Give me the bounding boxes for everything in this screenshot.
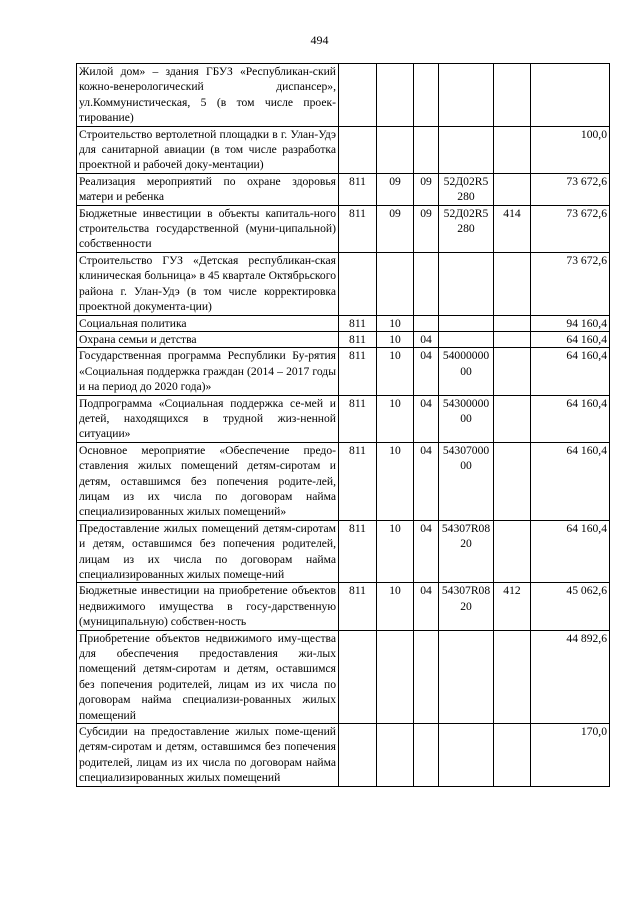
table-row [77,583,610,630]
subsection-code-cell: 09 [414,205,439,252]
expense-type-cell [494,520,531,583]
admin-code-cell: 811 [339,173,377,205]
budget-table-body [77,64,610,787]
item-name-cell: Строительство ГУЗ «Детская республикан-ская клиническая больница» в 45 квартале Октябрьского района г. Улан-Удэ (в том числе корректировка проектной документа-ции) [77,252,339,315]
section-code-cell: 10 [377,583,414,630]
amount-cell: 64 160,4 [531,442,610,520]
item-name-cell: Предоставление жилых помещений детям-сиротам и детям, оставшимся без попечения родителей, лицам из их числа по договорам найма специализированных жилых помеще-ний [77,520,339,583]
expense-type-cell [494,315,531,331]
admin-code-cell [339,252,377,315]
subsection-code-cell: 04 [414,348,439,395]
admin-code-cell: 811 [339,331,377,347]
target-article-cell [439,64,494,127]
subsection-code-cell: 09 [414,173,439,205]
table-row [77,520,610,583]
section-code-cell [377,126,414,173]
target-article-cell [439,315,494,331]
amount-cell: 73 672,6 [531,173,610,205]
section-code-cell: 09 [377,173,414,205]
section-code-cell: 10 [377,520,414,583]
item-name-cell: Приобретение объектов недвижимого иму-щества для обеспечения предоставления жи-лых помещений детям-сиротам и детям, оставшимся без попечения родителей, лицам из их числа по договорам найма специализи-рованных жилых помещений [77,630,339,723]
target-article-cell [439,724,494,787]
expense-type-cell: 414 [494,205,531,252]
item-name-cell: Субсидии на предоставление жилых поме-щений детям-сиротам и детям, оставшимся без попечения родителей, лицам из их числа по договорам найма специализированных жилых помещений [77,724,339,787]
admin-code-cell [339,724,377,787]
target-article-cell: 5430000000 [439,395,494,442]
expense-type-cell [494,348,531,395]
table-row [77,205,610,252]
target-article-cell: 54307R0820 [439,583,494,630]
table-row [77,126,610,173]
expense-type-cell [494,64,531,127]
expense-type-cell: 412 [494,583,531,630]
subsection-code-cell [414,724,439,787]
section-code-cell: 10 [377,395,414,442]
table-row [77,173,610,205]
item-name-cell: Жилой дом» – здания ГБУЗ «Республикан-ский кожно-венерологический диспансер», ул.Коммунистическая, 5 (в том числе проек-тирование) [77,64,339,127]
admin-code-cell: 811 [339,205,377,252]
table-row [77,395,610,442]
item-name-cell: Подпрограмма «Социальная поддержка се-мей и детей, находящихся в трудной жиз-ненной ситуации» [77,395,339,442]
target-article-cell: 54307R0820 [439,520,494,583]
table-row [77,630,610,723]
amount-cell: 64 160,4 [531,395,610,442]
target-article-cell: 52Д02R5280 [439,205,494,252]
expense-type-cell [494,630,531,723]
table-row [77,724,610,787]
budget-table [76,63,610,787]
target-article-cell: 5400000000 [439,348,494,395]
item-name-cell: Строительство вертолетной площадки в г. Улан-Удэ для санитарной авиации (в том числе разработка проектной и рабочей доку-ментации) [77,126,339,173]
amount-cell: 73 672,6 [531,205,610,252]
admin-code-cell [339,126,377,173]
expense-type-cell [494,442,531,520]
amount-cell: 100,0 [531,126,610,173]
admin-code-cell: 811 [339,348,377,395]
item-name-cell: Реализация мероприятий по охране здоровья матери и ребенка [77,173,339,205]
section-code-cell: 09 [377,205,414,252]
subsection-code-cell [414,126,439,173]
target-article-cell [439,630,494,723]
item-name-cell: Основное мероприятие «Обеспечение предо-ставления жилых помещений детям-сиротам и детям, оставшимся без попечения родите-лей, лицам из их числа по договорам найма специализированных жилых помещений» [77,442,339,520]
subsection-code-cell [414,630,439,723]
item-name-cell: Социальная политика [77,315,339,331]
table-row [77,315,610,331]
expense-type-cell [494,724,531,787]
item-name-cell: Бюджетные инвестиции в объекты капиталь-ного строительства государственной (муни-ципальной) собственности [77,205,339,252]
amount-cell [531,64,610,127]
section-code-cell [377,252,414,315]
amount-cell: 170,0 [531,724,610,787]
amount-cell: 45 062,6 [531,583,610,630]
expense-type-cell [494,252,531,315]
target-article-cell [439,331,494,347]
table-row [77,64,610,127]
item-name-cell: Бюджетные инвестиции на приобретение объектов недвижимого имущества в госу-дарственную (муниципальную) собствен-ность [77,583,339,630]
section-code-cell: 10 [377,442,414,520]
amount-cell: 64 160,4 [531,348,610,395]
target-article-cell: 5430700000 [439,442,494,520]
subsection-code-cell [414,315,439,331]
subsection-code-cell [414,64,439,127]
amount-cell: 94 160,4 [531,315,610,331]
amount-cell: 64 160,4 [531,331,610,347]
subsection-code-cell: 04 [414,331,439,347]
subsection-code-cell: 04 [414,583,439,630]
admin-code-cell: 811 [339,583,377,630]
expense-type-cell [494,126,531,173]
amount-cell: 44 892,6 [531,630,610,723]
admin-code-cell: 811 [339,395,377,442]
subsection-code-cell: 04 [414,395,439,442]
expense-type-cell [494,395,531,442]
section-code-cell: 10 [377,348,414,395]
subsection-code-cell [414,252,439,315]
amount-cell: 73 672,6 [531,252,610,315]
section-code-cell: 10 [377,331,414,347]
expense-type-cell [494,331,531,347]
admin-code-cell: 811 [339,442,377,520]
item-name-cell: Государственная программа Республики Бу-рятия «Социальная поддержка граждан (2014 – 2017 годы и на период до 2020 года)» [77,348,339,395]
item-name-cell: Охрана семьи и детства [77,331,339,347]
section-code-cell [377,630,414,723]
table-row [77,442,610,520]
section-code-cell [377,64,414,127]
table-row [77,348,610,395]
admin-code-cell [339,64,377,127]
section-code-cell: 10 [377,315,414,331]
admin-code-cell [339,630,377,723]
admin-code-cell: 811 [339,315,377,331]
table-row [77,331,610,347]
admin-code-cell: 811 [339,520,377,583]
subsection-code-cell: 04 [414,520,439,583]
section-code-cell [377,724,414,787]
subsection-code-cell: 04 [414,442,439,520]
page-number: 494 [310,33,329,47]
table-row [77,252,610,315]
amount-cell: 64 160,4 [531,520,610,583]
target-article-cell: 52Д02R5280 [439,173,494,205]
expense-type-cell [494,173,531,205]
target-article-cell [439,252,494,315]
target-article-cell [439,126,494,173]
